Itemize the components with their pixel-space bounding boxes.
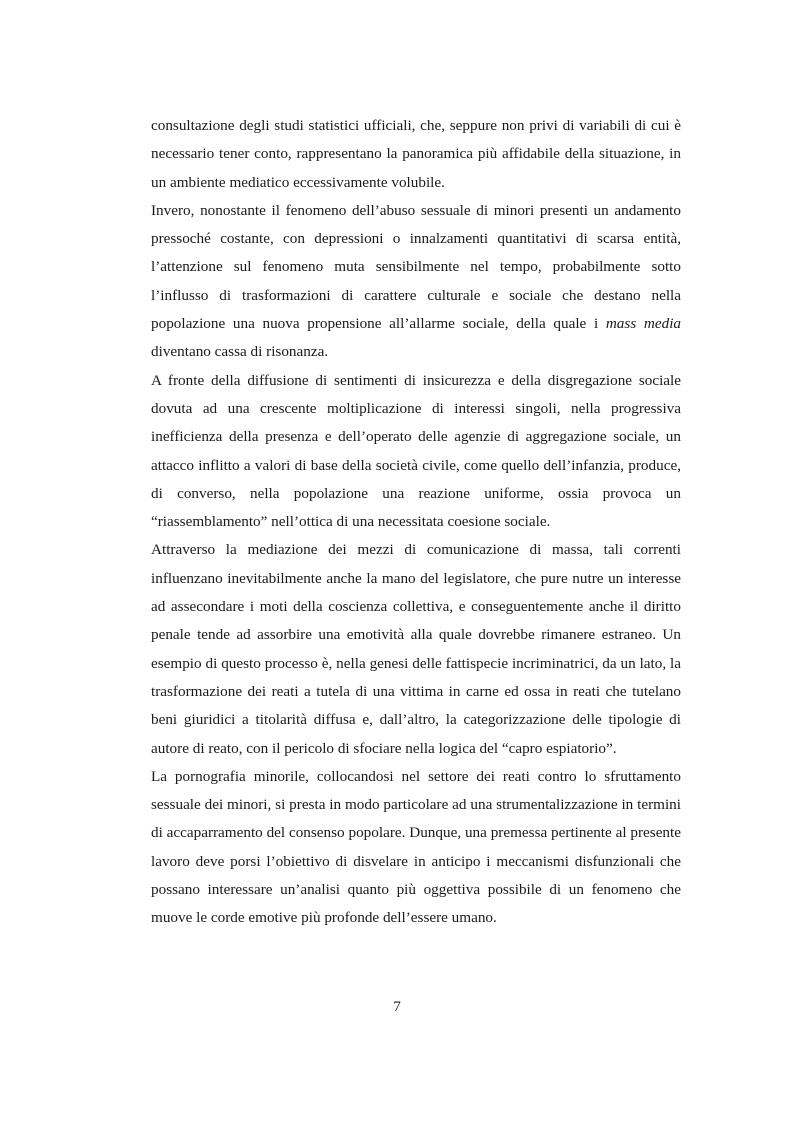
italic-term-mass-media: mass media — [605, 315, 682, 333]
paragraph-5 — [151, 763, 681, 933]
paragraph-text: A fronte della diffusione di sentimenti di insicurezza e della disgregazione sociale dovuta ad una crescente moltiplicazione di interessi singoli, nella progressiva inefficienza della presenza e dell’operato delle agenzie di aggregazione sociale, un attacco inflitto a valori di base della società civile, come quello dell’infanzia, produce, di converso, nella popolazione una reazione uniforme, ossia provoca un “riassemblamento” nell’ottica di una necessitata coesione sociale. — [151, 371, 681, 531]
paragraph-text: diventano cassa di risonanza. — [151, 343, 329, 361]
paragraph-1 — [151, 112, 681, 197]
paragraph-text: consultazione degli studi statistici ufficiali, che, seppure non privi di variabili di cui è necessario tener conto, rappresentano la panoramica più affidabile della situazione, in un ambiente mediatico eccessivamente volubile. — [151, 117, 681, 191]
body-text — [151, 112, 681, 933]
paragraph-4 — [151, 536, 681, 762]
paragraph-text: Attraverso la mediazione dei mezzi di comunicazione di massa, tali correnti influenzano inevitabilmente anche la mano del legislatore, che pure nutre un interesse ad assecondare i moti della coscienza collettiva, e conseguentemente anche il diritto penale tende ad assorbire una emotività alla quale dovrebbe rimanere estraneo. Un esempio di questo processo è, nella genesi delle fattispecie incriminatrici, da un lato, la trasformazione dei reati a tutela di una vittima in carne ed ossa in reati che tutelano beni giuridici a titolarità diffusa e, dall’altro, la categorizzazione delle tipologie di autore di reato, con il pericolo di sfociare nella logica del “capro espiatorio”. — [151, 541, 681, 757]
paragraph-2 — [151, 197, 681, 367]
paragraph-text: Invero, nonostante il fenomeno dell’abuso sessuale di minori presenti un andamento pressoché costante, con depressioni o innalzamenti quantitativi di scarsa entità, l’attenzione sul fenomeno muta sensibilmente nel tempo, probabilmente sotto l’influsso di trasformazioni di carattere culturale e sociale che destano nella popolazione una nuova propensione all’allarme sociale, della quale i — [151, 201, 681, 333]
paragraph-3 — [151, 367, 681, 537]
paragraph-text: La pornografia minorile, collocandosi nel settore dei reati contro lo sfruttamento sessuale dei minori, si presta in modo particolare ad una strumentalizzazione in termini di accaparramento del consenso popolare. Dunque, una premessa pertinente al presente lavoro deve porsi l’obiettivo di disvelare in anticipo i meccanismi disfunzionali che possano interessare un’analisi quanto più oggettiva possibile di un fenomeno che muove le corde emotive più profonde dell’essere umano. — [151, 767, 681, 927]
page-number: 7 — [393, 998, 401, 1015]
